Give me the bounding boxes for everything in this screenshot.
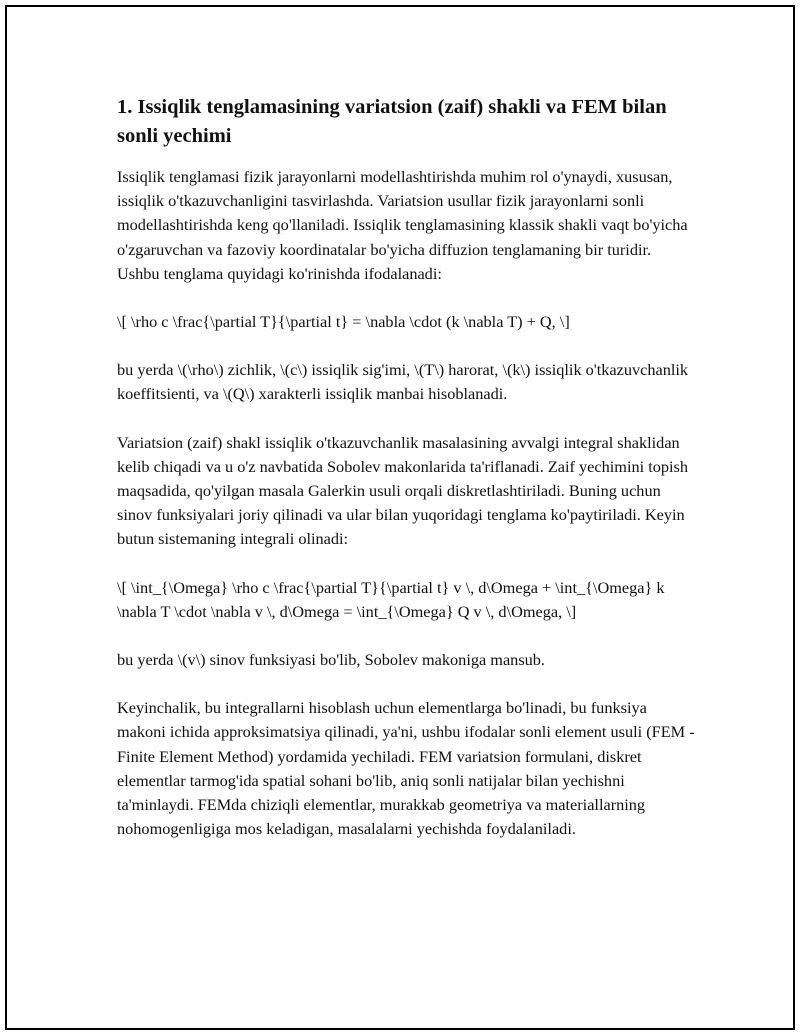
section-heading: 1. Issiqlik tenglamasining variatsion (zaif) shakli va FEM bilan sonli yechimi [117,96,667,147]
document-body [117,93,697,865]
paragraph-variables: bu yerda \(\rho\) zichlik, \(c\) issiqlik sig'imi, \(T\) harorat, \(k\) issiqlik o'tkazuvchanlik koeffitsienti, va \(Q\) xarakterli issiqlik manbai hisoblanadi. [117,360,689,404]
paragraph-intro: Issiqlik tenglamasi fizik jarayonlarni modellashtirishda muhim rol o'ynaydi, xususan, issiqlik o'tkazuvchanligini tasvirlashda. Variatsion usullar fizik jarayonlarni sonli modellashtirishda keng qo'llaniladi. Issiqlik tenglamasining klassik shakli vaqt bo'yicha o'zgaruvchan va fazoviy koordinatalar bo'yicha diffuzion tenglamaning bir turidir. Ushbu tenglama quyidagi ko'rinishda ifodalanadi: [117,167,688,283]
paragraph-fem: Keyinchalik, bu integrallarni hisoblash uchun elementlarga bo'linadi, bu funksiya makoni ichida approksimatsiya qilinadi, ya'ni, ushbu ifodalar sonli element usuli (FEM - Finite Element Method) yordamida yechiladi. FEM variatsion formulani, diskret elementlar tarmog'ida spatial sohani bo'lib, aniq sonli natijalar bilan yechishni ta'minlaydi. FEMda chiziqli elementlar, murakkab geometriya va materiallarning nohomogenligiga mos keladigan, masalalarni yechishda foydalaniladi. [117,698,695,839]
paragraph-weak-form: Variatsion (zaif) shakl issiqlik o'tkazuvchanlik masalasining avvalgi integral shaklidan kelib chiqadi va u o'z navbatida Sobolev makonlarida ta'riflanadi. Zaif yechimini topish maqsadida, qo'yilgan masala Galerkin usuli orqali diskretlashtiriladi. Buning uchun sinov funksiyalari joriy qilinadi va ular bilan yuqoridagi tenglama ko'paytiriladi. Keyin butun sistemaning integrali olinadi: [117,432,689,549]
paragraph-test-function: bu yerda \(v\) sinov funksiyasi bo'lib, Sobolev makoniga mansub. [117,650,546,670]
equation-weak-form: \[ \int_{\Omega} \rho c \frac{\partial T}{\partial t} v \, d\Omega + \int_{\Omega} k \nabla T \cdot \nabla v \, d\Omega = \int_{\Omega} Q v \, d\Omega, \] [117,577,665,621]
equation-heat: \[ \rho c \frac{\partial T}{\partial t} = \nabla \cdot (k \nabla T) + Q, \] [117,312,570,332]
